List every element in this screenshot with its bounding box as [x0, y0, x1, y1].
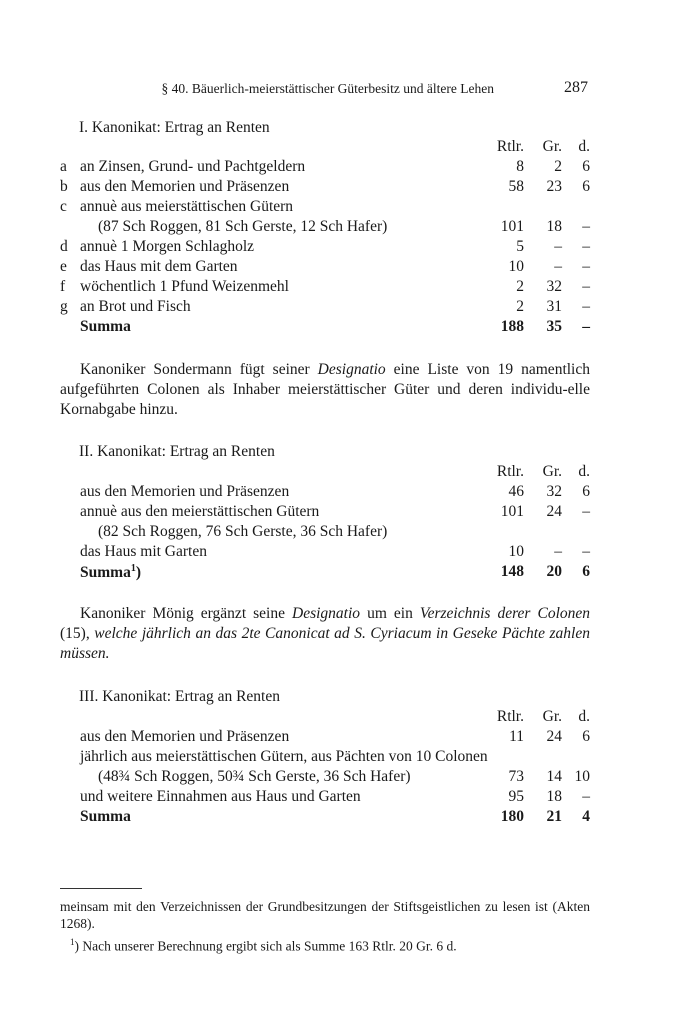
row-key: b	[60, 178, 68, 195]
row-gr: –	[554, 258, 562, 275]
paragraph-2	[60, 604, 590, 664]
section-1-title: I. Kanonikat: Ertrag an Renten	[79, 119, 270, 136]
row-d: 10	[574, 768, 590, 785]
para-2-text-b: um ein	[360, 605, 420, 622]
row-d: 6	[582, 728, 590, 745]
row-rtlr: 10	[508, 543, 524, 560]
row-d: 6	[582, 178, 590, 195]
table-row	[60, 278, 590, 298]
row-label: (87 Sch Roggen, 81 Sch Gerste, 12 Sch Hafer)	[98, 218, 388, 235]
running-title: § 40. Bäuerlich-meierstättischer Güterbesitz und ältere Lehen	[161, 81, 494, 96]
table-row	[60, 788, 590, 808]
col-d: d.	[578, 138, 590, 155]
row-key: f	[60, 278, 66, 295]
sum-label: Summa$^1$)	[80, 563, 141, 582]
row-d: –	[582, 218, 590, 235]
table-row	[60, 728, 590, 748]
row-d: –	[582, 788, 590, 805]
running-header	[60, 79, 590, 99]
sum-gr: 35	[546, 318, 562, 335]
row-key: g	[60, 298, 68, 315]
row-label: aus den Memorien und Präsenzen	[80, 178, 290, 195]
row-label: annuè 1 Morgen Schlagholz	[80, 238, 255, 255]
col-gr: Gr.	[542, 708, 562, 725]
table-row	[60, 218, 590, 238]
row-rtlr: 2	[516, 298, 524, 315]
para-2-text-a: Kanoniker Mönig ergänzt seine	[80, 605, 293, 622]
table-row	[60, 523, 590, 543]
row-label: (82 Sch Roggen, 76 Sch Gerste, 36 Sch Hafer)	[98, 523, 388, 540]
col-rtlr: Rtlr.	[496, 138, 524, 155]
row-label: aus den Memorien und Präsenzen	[80, 728, 290, 745]
table-row	[60, 198, 590, 218]
row-label: an Zinsen, Grund- und Pachtgeldern	[80, 158, 306, 175]
row-gr: 32	[546, 483, 562, 500]
sum-gr: 20	[546, 563, 562, 580]
row-gr: 23	[546, 178, 562, 195]
row-gr: 32	[546, 278, 562, 295]
sum-row	[60, 563, 590, 583]
row-gr: 31	[546, 298, 562, 315]
section-3-title: III. Kanonikat: Ertrag an Renten	[79, 688, 280, 705]
table-row	[60, 238, 590, 258]
table-row	[60, 258, 590, 278]
row-label: das Haus mit Garten	[80, 543, 207, 560]
col-gr: Gr.	[542, 463, 562, 480]
sum-label: Summa	[80, 808, 131, 825]
col-gr: Gr.	[542, 138, 562, 155]
table-row	[60, 768, 590, 788]
para-2-italic-b: Verzeichnis derer Colonen	[419, 605, 590, 622]
row-rtlr: 46	[508, 483, 524, 500]
row-label: annuè aus meierstättischen Gütern	[80, 198, 294, 215]
column-headers-1	[60, 138, 590, 158]
row-d: 6	[582, 483, 590, 500]
sum-rtlr: 188	[500, 318, 524, 335]
footnote-1: $^1$) Nach unserer Berechnung ergibt sich als Summe 163 Rtlr. 20 Gr. 6 d.	[70, 937, 457, 954]
row-gr: –	[554, 543, 562, 560]
sum-row	[60, 808, 590, 828]
row-label: an Brot und Fisch	[80, 298, 191, 315]
row-rtlr: 2	[516, 278, 524, 295]
row-d: –	[582, 503, 590, 520]
col-d: d.	[578, 463, 590, 480]
row-rtlr: 11	[509, 728, 524, 745]
row-gr: 18	[546, 788, 562, 805]
col-d: d.	[578, 708, 590, 725]
section-2-title: II. Kanonikat: Ertrag an Renten	[79, 443, 275, 460]
row-label: aus den Memorien und Präsenzen	[80, 483, 290, 500]
sum-d: 4	[582, 808, 590, 825]
row-label: und weitere Einnahmen aus Haus und Garten	[80, 788, 361, 805]
row-rtlr: 101	[500, 503, 524, 520]
row-d: 6	[582, 158, 590, 175]
row-key: e	[60, 258, 67, 275]
para-1-italic: Designatio	[317, 361, 386, 378]
column-headers-3	[60, 708, 590, 728]
table-row	[60, 543, 590, 563]
row-key: c	[60, 198, 67, 215]
row-label: wöchentlich 1 Pfund Weizenmehl	[80, 278, 289, 295]
row-d: –	[582, 543, 590, 560]
para-2-italic-c: welche jährlich an das 2te Canonicat ad S. Cyriacum in Geseke Pächte zahlen müssen.	[60, 625, 590, 662]
column-headers-2	[60, 463, 590, 483]
row-d: –	[582, 278, 590, 295]
row-rtlr: 8	[516, 158, 524, 175]
row-d: –	[582, 258, 590, 275]
row-gr: –	[554, 238, 562, 255]
footnote-rule	[60, 888, 142, 889]
footnote-continuation: meinsam mit den Verzeichnissen der Grundbesitzungen der Stiftsgeistlichen zu lesen ist (Akten 1268).	[60, 899, 590, 931]
row-gr: 24	[546, 503, 562, 520]
row-d: –	[582, 238, 590, 255]
sum-label: Summa	[80, 318, 131, 335]
row-label: jährlich aus meierstättischen Gütern, aus Pächten von 10 Colonen	[80, 748, 488, 765]
row-rtlr: 10	[508, 258, 524, 275]
sum-d: –	[582, 318, 590, 335]
row-gr: 2	[554, 158, 562, 175]
row-gr: 14	[546, 768, 562, 785]
col-rtlr: Rtlr.	[496, 463, 524, 480]
para-1-text-a: Kanoniker Sondermann fügt seiner	[80, 361, 318, 378]
row-key: d	[60, 238, 68, 255]
table-row	[60, 503, 590, 523]
row-d: –	[582, 298, 590, 315]
row-rtlr: 101	[500, 218, 524, 235]
row-gr: 18	[546, 218, 562, 235]
para-2-italic-a: Designatio	[292, 605, 361, 622]
col-rtlr: Rtlr.	[496, 708, 524, 725]
row-rtlr: 58	[508, 178, 524, 195]
footnote-marker: 1	[130, 563, 136, 574]
table-row	[60, 483, 590, 503]
para-2-text-c: (15),	[60, 625, 95, 642]
row-label: das Haus mit dem Garten	[80, 258, 238, 275]
table-row	[60, 178, 590, 198]
sum-rtlr: 180	[500, 808, 524, 825]
row-rtlr: 5	[516, 238, 524, 255]
row-key: a	[60, 158, 67, 175]
paragraph-1	[60, 360, 590, 420]
table-row	[60, 158, 590, 178]
footnote-1-text: Nach unserer Berechnung ergibt sich als Summe 163 Rtlr. 20 Gr. 6 d.	[82, 938, 457, 954]
sum-gr: 21	[546, 808, 562, 825]
row-gr: 24	[546, 728, 562, 745]
page-number: 287	[564, 79, 588, 96]
row-rtlr: 95	[508, 788, 524, 805]
row-rtlr: 73	[508, 768, 524, 785]
table-row	[60, 748, 590, 768]
sum-label-text: Summa	[80, 564, 131, 582]
sum-row	[60, 318, 590, 338]
row-label: annuè aus den meierstättischen Gütern	[80, 503, 320, 520]
footnote-1-marker: 1	[70, 937, 75, 947]
para-1-text-b: eine Liste von 19 namentlich aufgeführten Colonen als Inhaber meierstättischer Güter und deren individu-elle Kornabgabe hinzu.	[60, 361, 590, 418]
sum-d: 6	[582, 563, 590, 580]
table-row	[60, 298, 590, 318]
sum-rtlr: 148	[500, 563, 524, 580]
row-label: (48¾ Sch Roggen, 50¾ Sch Gerste, 36 Sch Hafer)	[98, 768, 411, 785]
